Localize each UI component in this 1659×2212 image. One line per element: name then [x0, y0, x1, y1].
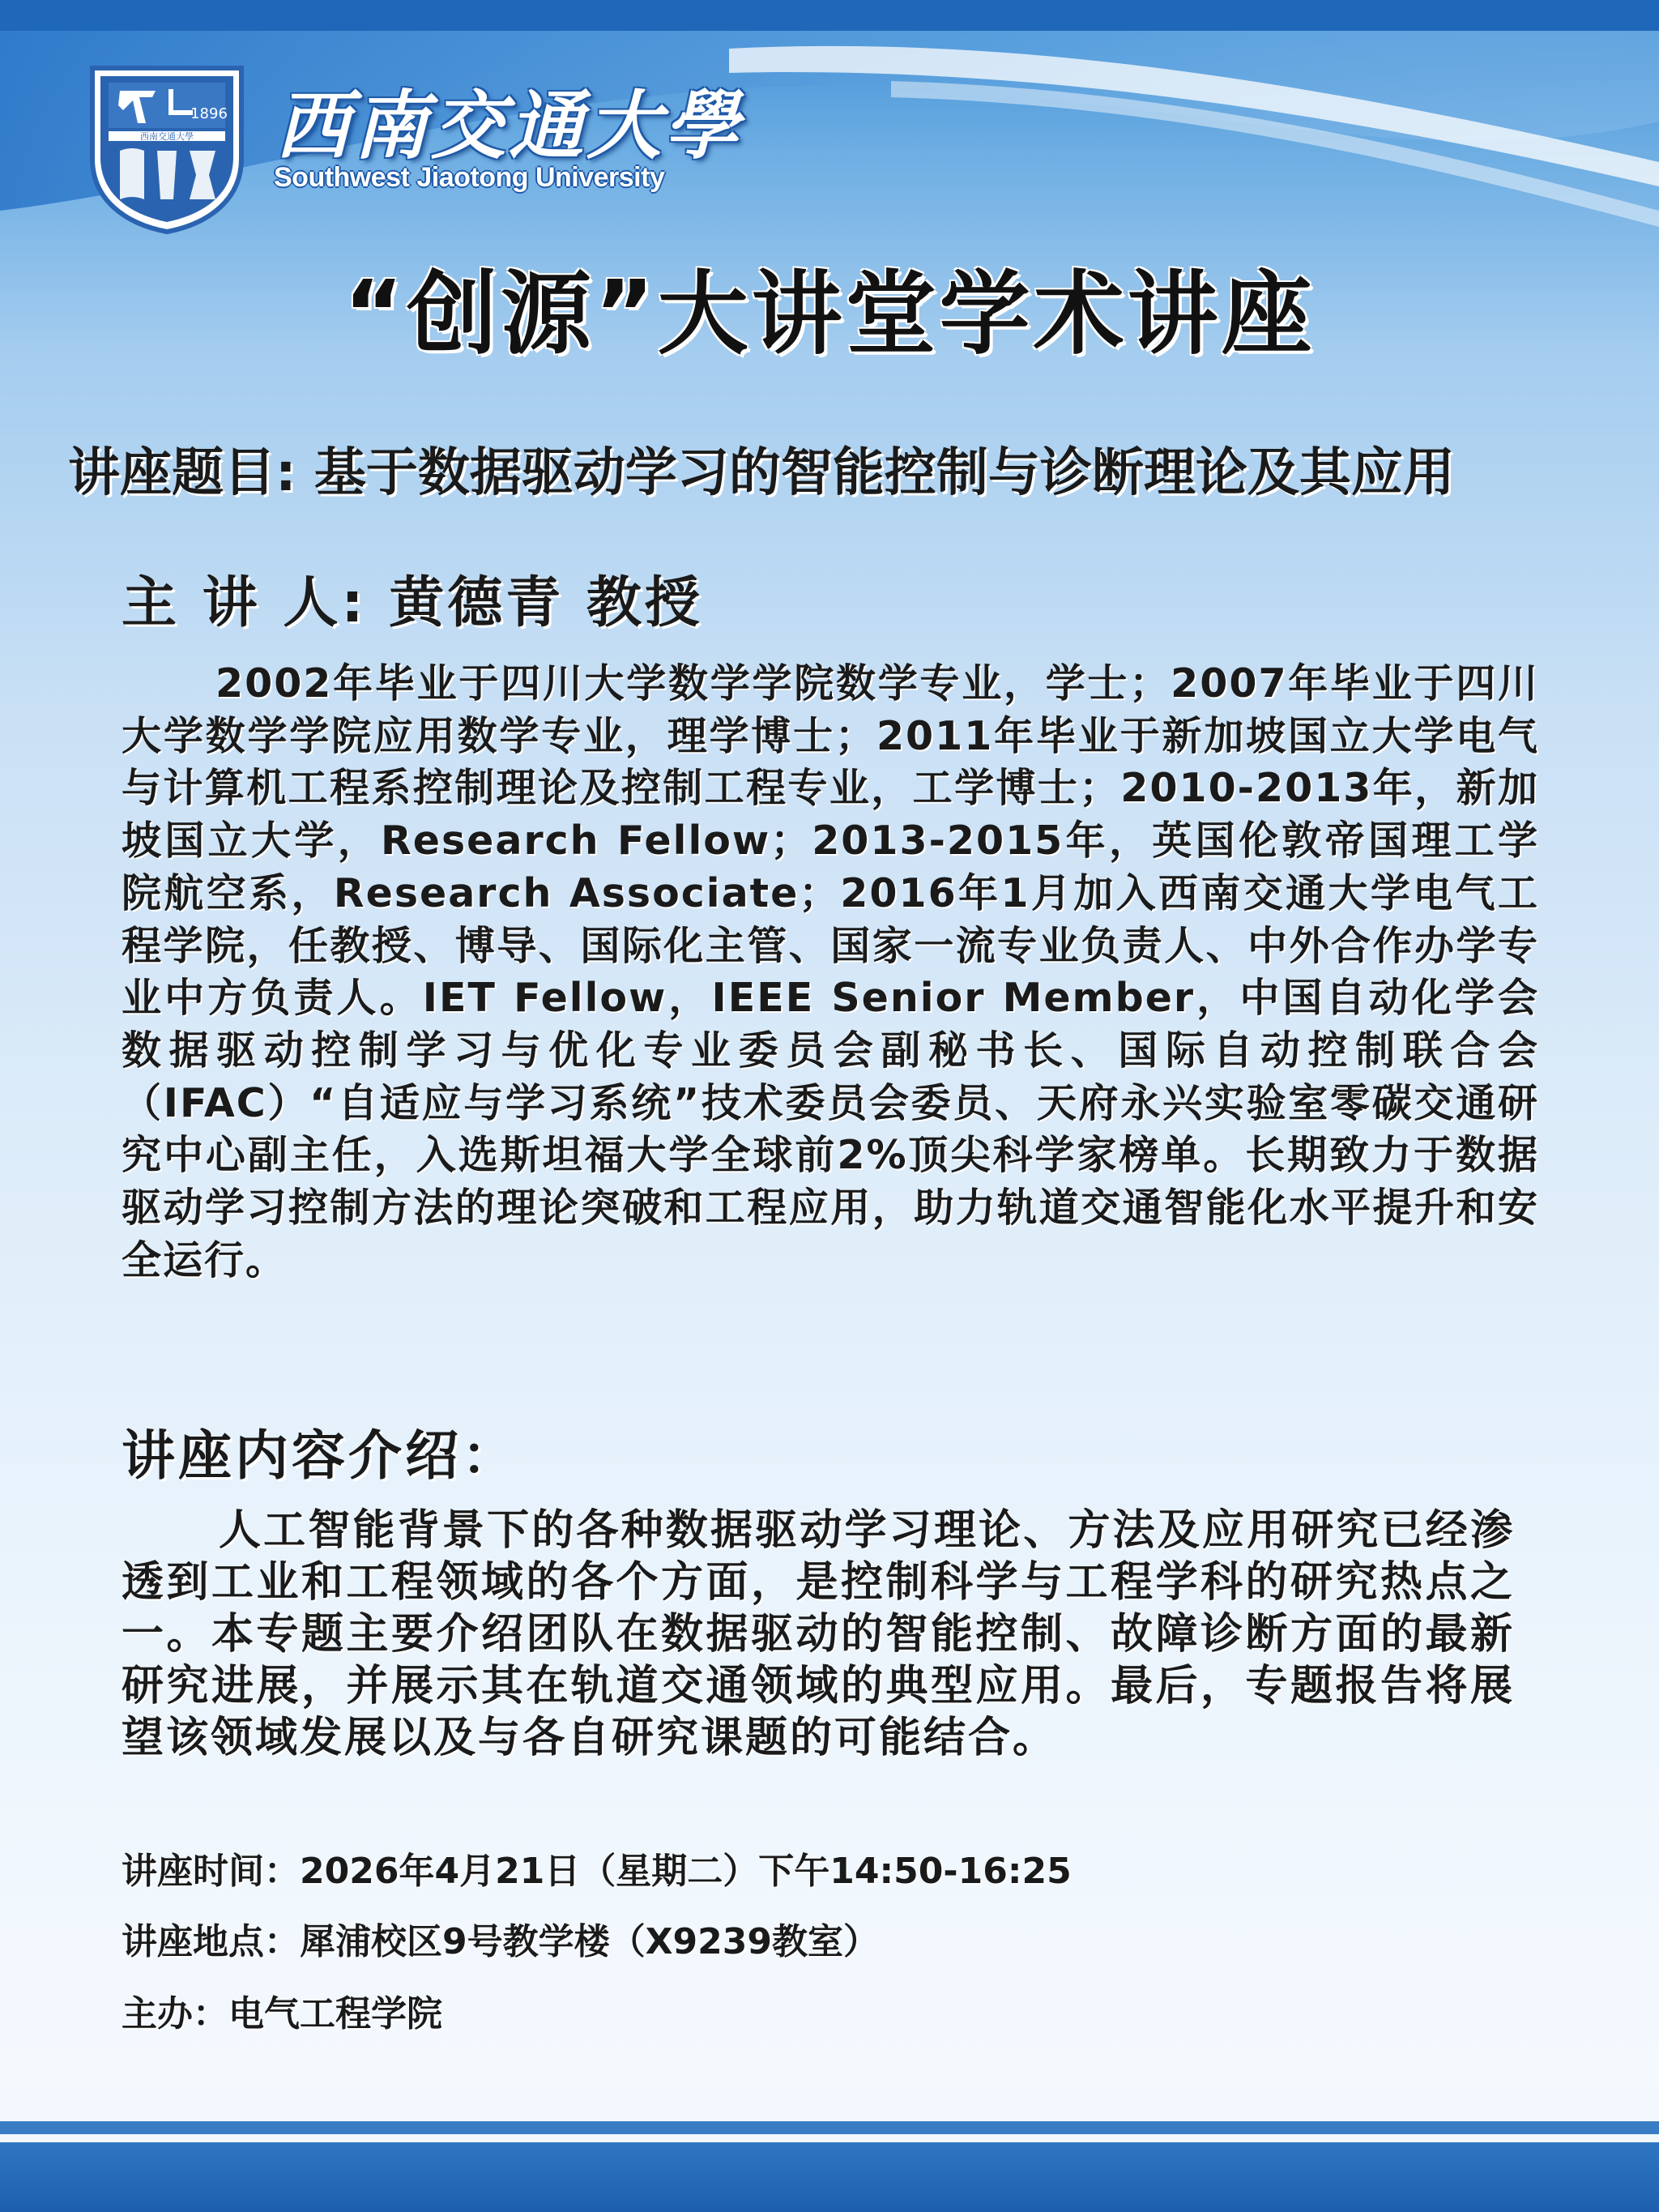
speaker-bio: 2002年毕业于四川大学数学学院数学专业，学士；2007年毕业于四川大学数学学院应用数学专业，理学博士；2011年毕业于新加坡国立大学电气与计算机工程系控制理论及控制工程专业，工学博士；2010-2013年，新加坡国立大学，Research Fellow；2013-2015年，英国伦敦帝国理工学院航空系，Research Associate；2016年1月加入西南交通大学电气工程学院，任教授、博导、国际化主管、国家一流专业负责人、中外合作办学专业中方负责人。IET Fellow，IEEE Senior Member，中国自动化学会数据驱动控制学习与优化专业委员会副秘书长、国际自动控制联合会（IFAC）“自适应与学习系统”技术委员会委员、天府永兴实验室零碳交通研究中心副主任，入选斯坦福大学全球前2%顶尖科学家榜单。长期致力于数据驱动学习控制方法的理论突破和工程应用，助力轨道交通智能化水平提升和安全运行。	[122, 660, 1539, 1283]
intro-paragraph: 人工智能背景下的各种数据驱动学习理论、方法及应用研究已经渗透到工业和工程领域的各个方面，是控制科学与工程学科的研究热点之一。本专题主要介绍团队在数据驱动的智能控制、故障诊断方面的最新研究进展，并展示其在轨道交通领域的典型应用。最后，专题报告将展望该领域发展以及与各自研究课题的可能结合。	[122, 1506, 1515, 1762]
svg-text:西南交通大學: 西南交通大學	[140, 131, 194, 142]
lecture-time: 讲座时间：2026年4月21日（星期二）下午14:50-16:25	[122, 1851, 1072, 1892]
poster-title: “创源”大讲堂学术讲座	[343, 262, 1316, 367]
lecture-topic: 讲座题目: 基于数据驱动学习的智能控制与诊断理论及其应用	[68, 443, 1455, 503]
speaker-line: 主 讲 人: 黄德青 教授	[122, 571, 703, 635]
university-emblem-icon	[87, 62, 246, 235]
bottom-blue-strip	[0, 2121, 1659, 2212]
svg-text:1896: 1896	[190, 105, 228, 122]
university-name-chinese: 西南交通大學	[275, 82, 743, 169]
lecture-host: 主办：电气工程学院	[122, 1993, 442, 2035]
bottom-thick-band	[0, 2142, 1659, 2212]
lecture-place: 讲座地点：犀浦校区9号教学楼（X9239教室）	[122, 1921, 879, 1962]
university-name-english: Southwest Jiaotong University	[274, 162, 665, 193]
intro-heading: 讲座内容介绍：	[122, 1424, 518, 1487]
bottom-thin-band	[0, 2121, 1659, 2134]
